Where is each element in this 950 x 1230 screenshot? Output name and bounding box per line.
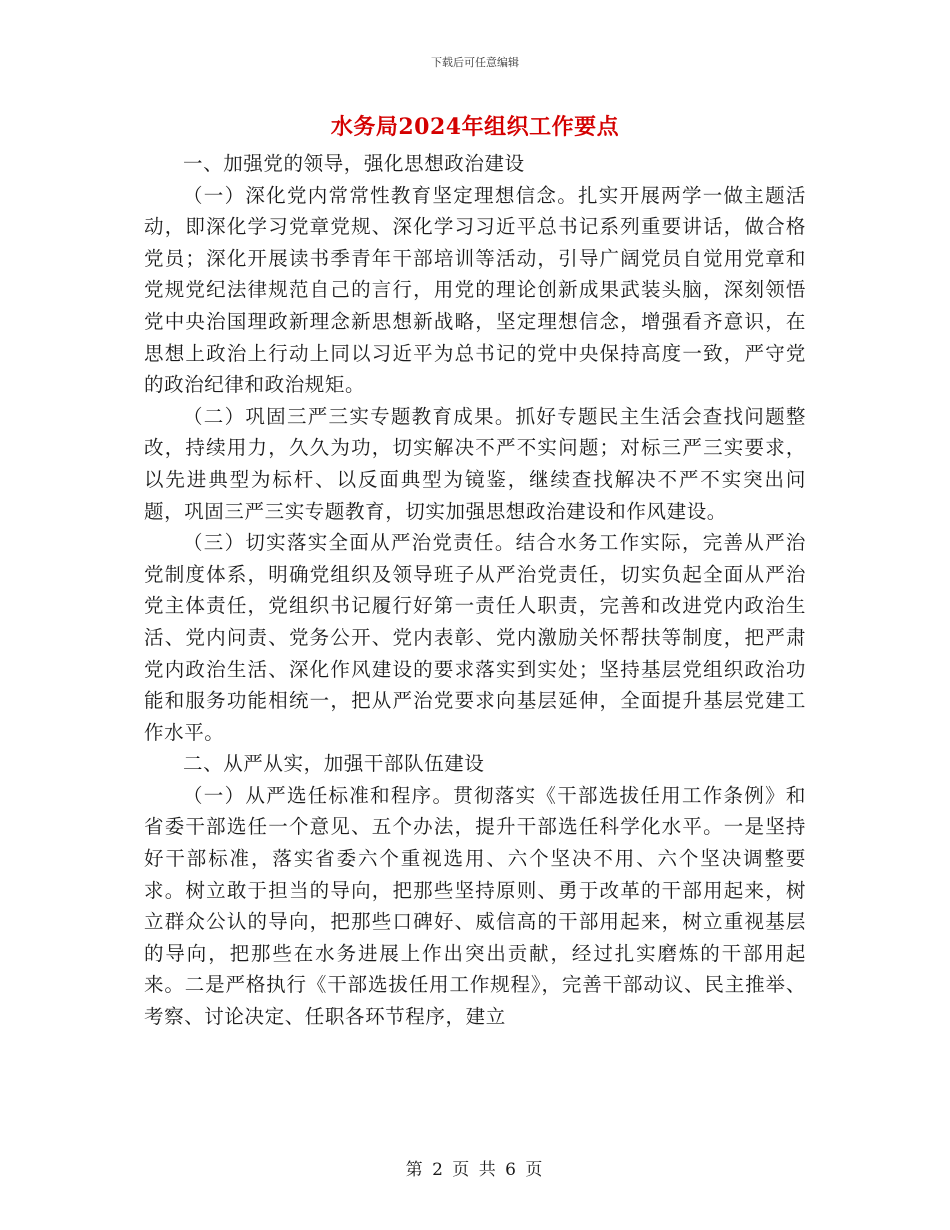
document-title: 水务局2024年组织工作要点	[330, 114, 620, 140]
document-body	[144, 148, 806, 1033]
paragraph: （一）深化党内常常性教育坚定理想信念。扎实开展两学一做主题活动，即深化学习党章党规、深化学习习近平总书记系列重要讲话，做合格党员；深化开展读书季青年干部培训等活动，引导广阔党员自觉用党章和党规党纪法律规范自己的言行，用党的理论创新成果武装头脑，深刻领悟党中央治国理政新理念新思想新战略，坚定理想信念，增强看齐意识，在思想上政治上行动上同以习近平为总书记的党中央保持高度一致，严守党的政治纪律和政治规矩。	[144, 183, 806, 397]
paragraph: （三）切实落实全面从严治党责任。结合水务工作实际，完善从严治党制度体系，明确党组织及领导班子从严治党责任，切实负起全面从严治党主体责任，党组织书记履行好第一责任人职责，完善和改进党内政治生活、党内问责、党务公开、党内表彰、党内激励关怀帮扶等制度，把严肃党内政治生活、深化作风建设的要求落实到实处；坚持基层党组织政治功能和服务功能相统一，把从严治党要求向基层延伸，全面提升基层党建工作水平。	[144, 531, 806, 744]
paragraph: （二）巩固三严三实专题教育成果。抓好专题民主生活会查找问题整改，持续用力，久久为功，切实解决不严不实问题；对标三严三实要求，以先进典型为标杆、以反面典型为镜鉴，继续查找解决不严不实突出问题，巩固三严三实专题教育，切实加强思想政治建设和作风建设。	[144, 404, 806, 523]
page-number: 第 2 页 共 6 页	[405, 1160, 545, 1180]
section-heading: 二、从严从实，加强干部队伍建设	[183, 752, 485, 776]
paragraph: （一）从严选任标准和程序。贯彻落实《干部选拔任用工作条例》和省委干部选任一个意见、五个办法，提升干部选任科学化水平。一是坚持好干部标准，落实省委六个重视选用、六个坚决不用、六个坚决调整要求。树立敢于担当的导向，把那些坚持原则、勇于改革的干部用起来，树立群众公认的导向，把那些口碑好、威信高的干部用起来，树立重视基层的导向，把那些在水务进展上作出突出贡献，经过扎实磨炼的干部用起来。二是严格执行《干部选拔任用工作规程》，完善干部动议、民主推举、考察、讨论决定、任职各环节程序，建立	[144, 783, 806, 1029]
section-heading: 一、加强党的领导，强化思想政治建设	[183, 152, 525, 175]
header-note: 下载后可任意编辑	[431, 56, 519, 69]
